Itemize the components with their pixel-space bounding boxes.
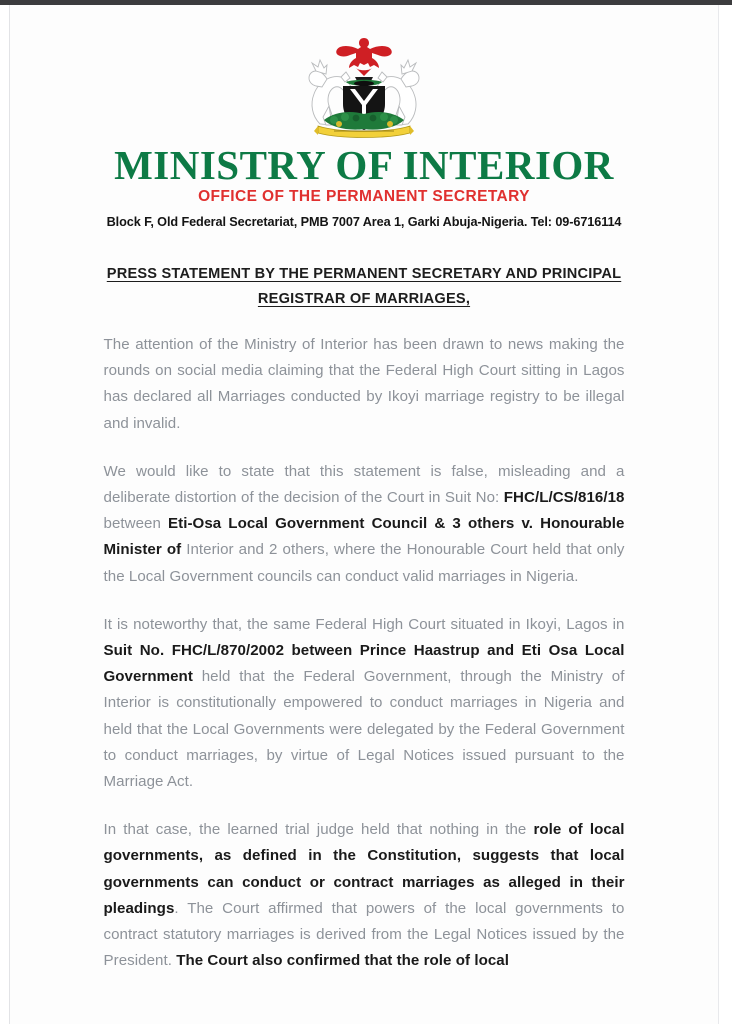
paragraph-1-text: The attention of the Ministry of Interior has been drawn to news making the rounds on social media claiming that the Federal High Court sitting in Lagos has declared all Marriages conducted by Ikoyi marriage registry to be illegal and invalid. [103, 336, 625, 432]
statement-title-line-1: PRESS STATEMENT BY THE PERMANENT SECRETARY AND PRINCIPAL [106, 266, 622, 282]
office-subtitle: OFFICE OF THE PERMANENT SECRETARY [198, 188, 530, 205]
paragraph-3 [104, 612, 625, 795]
paragraph-2-tail: Interior and 2 others, where the Honourable Court held that only the Local Government councils can conduct valid marriages in Nigeria. [103, 541, 625, 585]
paper-sheet [10, 5, 718, 1024]
scan-edge-left [9, 5, 10, 1024]
case-citation-haastrup: Suit No. FHC/L/870/2002 between Prince Haastrup and Eti Osa Local Government [103, 642, 625, 686]
organization-title: MINISTRY OF INTERIOR [114, 142, 614, 188]
nigeria-coat-of-arms-icon [298, 32, 430, 140]
paragraph-3-tail: held that the Federal Government, through the Ministry of Interior is constitutionally empowered to conduct marriages in Nigeria and held that the Local Governments were delegated by the Federal Government to conduct marriages, by virtue of Legal Notices issued pursuant to the Marriage Act. [103, 668, 625, 791]
paragraph-4-middle: . The Court affirmed that powers of the local governments to contract statutory marriages is derived from the Legal Notices issued by the President. [103, 899, 625, 970]
paragraph-1 [104, 332, 625, 437]
letterhead [10, 5, 718, 229]
paragraph-2-intro: We would like to state that this statement is false, misleading and a deliberate distortion of the decision of the Court in Suit No: [103, 462, 625, 507]
ruling-quote-court-confirmed: The Court also confirmed that the role of local [176, 952, 509, 970]
paragraph-2 [104, 459, 625, 590]
case-parties-eti-osa: Eti-Osa Local Government Council & 3 others v. Honourable Minister of [103, 515, 625, 559]
paragraph-3-intro: It is noteworthy that, the same Federal High Court situated in Ikoyi, Lagos in [103, 615, 625, 633]
ruling-quote-role-of-local-governments: role of local governments, as defined in the Constitution, suggests that local governments can conduct or contract marriages as alleged in their pleadings [103, 821, 625, 917]
office-address: Block F, Old Federal Secretariat, PMB 7007 Area 1, Garki Abuja-Nigeria. Tel: 09-6716114 [106, 215, 622, 229]
scan-edge-right [718, 5, 719, 1024]
body-copy [104, 312, 625, 974]
paragraph-2-between: between [103, 515, 169, 533]
statement-title-line-2: REGISTRAR OF MARRIAGES, [257, 291, 471, 307]
paragraph-4 [104, 817, 625, 974]
suit-number-816: FHC/L/CS/816/18 [503, 489, 625, 507]
paragraph-4-intro: In that case, the learned trial judge held that nothing in the [103, 821, 534, 839]
statement-title [10, 262, 718, 312]
